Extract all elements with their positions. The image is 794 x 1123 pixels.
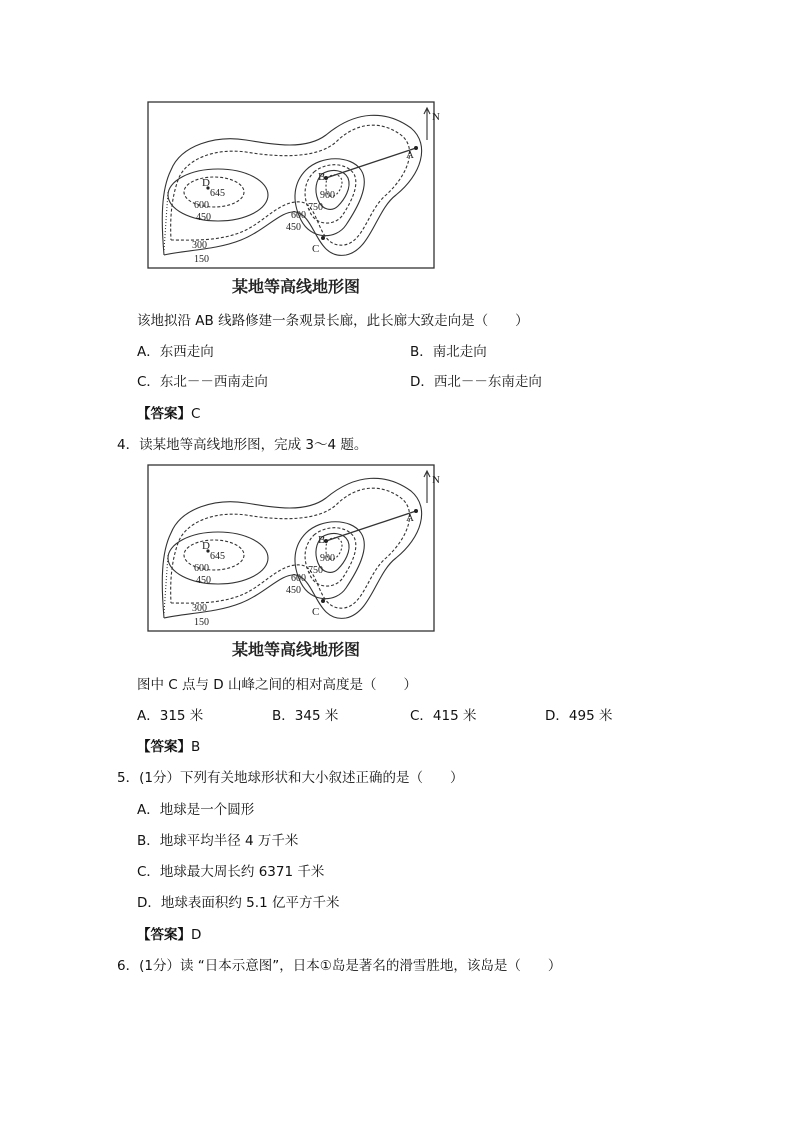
question-3-option-d: D．西北－－东南走向 bbox=[410, 374, 542, 390]
question-4-option-d: D．495 米 bbox=[545, 708, 613, 724]
question-4-text: 图中 C 点与 D 山峰之间的相对高度是（ ） bbox=[137, 677, 417, 693]
elevation-label: 450 bbox=[286, 222, 301, 233]
elevation-label: 645 bbox=[210, 188, 225, 199]
point-c-label: C bbox=[312, 606, 320, 618]
elevation-label: 450 bbox=[196, 575, 211, 586]
question-5-option-d: D．地球表面积约 5.1 亿平方千米 bbox=[137, 895, 340, 911]
question-5-option-b: B．地球平均半径 4 万千米 bbox=[137, 833, 299, 849]
contour-map-2 bbox=[146, 463, 440, 663]
question-4-stem: 4．读某地等高线地形图，完成 3～4 题。 bbox=[117, 437, 368, 453]
question-6-stem: 6．(1分）读 “日本示意图”，日本①岛是著名的滑雪胜地，该岛是（ ） bbox=[117, 958, 562, 974]
elevation-label: 450 bbox=[286, 585, 301, 596]
elevation-label: 150 bbox=[194, 617, 209, 628]
point-c-label: C bbox=[312, 243, 320, 255]
point-b-label: B bbox=[318, 171, 326, 183]
elevation-label: 600 bbox=[291, 210, 306, 221]
question-4-option-b: B．345 米 bbox=[272, 708, 339, 724]
question-5-answer: 【答案】D bbox=[137, 927, 202, 943]
elevation-label: 900 bbox=[320, 190, 335, 201]
point-a-label: A bbox=[406, 149, 414, 161]
elevation-label: 300 bbox=[192, 240, 207, 251]
elevation-label: 600 bbox=[194, 200, 209, 211]
elevation-label: 750 bbox=[308, 565, 323, 576]
question-5-stem: 5．(1分）下列有关地球形状和大小叙述正确的是（ ） bbox=[117, 770, 464, 786]
elevation-label: 150 bbox=[194, 254, 209, 265]
elevation-label: 900 bbox=[320, 553, 335, 564]
question-3-option-a: A．东西走向 bbox=[137, 344, 214, 360]
elevation-label: 645 bbox=[210, 551, 225, 562]
map-caption: 某地等高线地形图 bbox=[232, 279, 361, 296]
north-label: N bbox=[432, 474, 440, 486]
question-4-option-c: C．415 米 bbox=[410, 708, 477, 724]
point-d-label: D bbox=[202, 540, 210, 552]
elevation-label: 300 bbox=[192, 603, 207, 614]
question-4-option-a: A．315 米 bbox=[137, 708, 204, 724]
point-d-label: D bbox=[202, 177, 210, 189]
question-3-option-c: C．东北－－西南走向 bbox=[137, 374, 268, 390]
question-5-option-a: A．地球是一个圆形 bbox=[137, 802, 255, 818]
map-caption: 某地等高线地形图 bbox=[232, 642, 361, 659]
contour-map-1 bbox=[146, 100, 440, 300]
elevation-label: 600 bbox=[194, 563, 209, 574]
elevation-label: 750 bbox=[308, 202, 323, 213]
north-label: N bbox=[432, 111, 440, 123]
question-3-option-b: B．南北走向 bbox=[410, 344, 487, 360]
question-3-stem: 该地拟沿 AB 线路修建一条观景长廊，此长廊大致走向是（ ） bbox=[137, 313, 529, 329]
elevation-label: 450 bbox=[196, 212, 211, 223]
question-5-option-c: C．地球最大周长约 6371 千米 bbox=[137, 864, 325, 880]
question-4-answer: 【答案】B bbox=[137, 739, 201, 755]
elevation-label: 600 bbox=[291, 573, 306, 584]
point-b-label: B bbox=[318, 534, 326, 546]
question-3-answer: 【答案】C bbox=[137, 406, 201, 422]
point-a-label: A bbox=[406, 512, 414, 524]
